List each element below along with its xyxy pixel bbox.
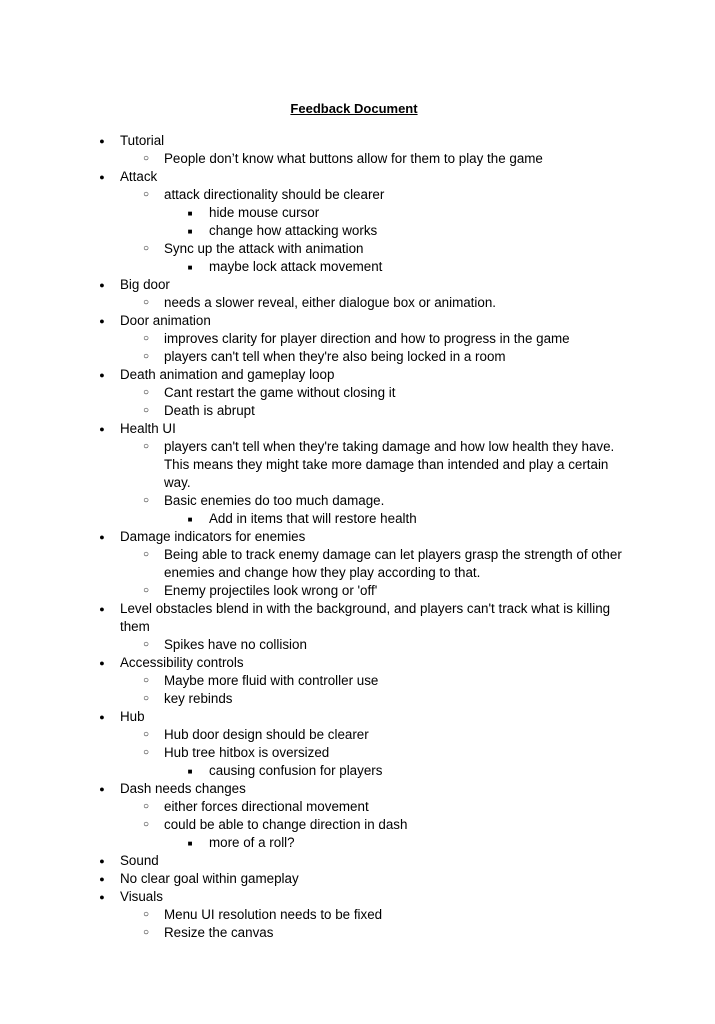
filled-bullet-icon: ● xyxy=(99,604,105,614)
list-item-level-2 xyxy=(0,330,715,348)
list-item-level-1 xyxy=(0,654,715,672)
hollow-bullet-icon: ○ xyxy=(142,351,150,362)
list-item-level-2 xyxy=(0,186,715,204)
filled-bullet-icon: ● xyxy=(99,172,105,182)
list-item-level-2 xyxy=(0,924,715,942)
list-item-text: attack directionality should be clearer xyxy=(164,187,385,202)
list-item-level-2 xyxy=(0,384,715,402)
filled-bullet-icon: ● xyxy=(99,424,105,434)
list-item-text: way. xyxy=(164,475,191,490)
list-item-text: Attack xyxy=(120,169,158,184)
hollow-bullet-icon: ○ xyxy=(142,801,150,812)
filled-bullet-icon: ● xyxy=(99,874,105,884)
list-item-text: Basic enemies do too much damage. xyxy=(164,493,385,508)
list-item-text: Door animation xyxy=(120,313,211,328)
list-item-text: could be able to change direction in dash xyxy=(164,817,408,832)
list-item-text: Sound xyxy=(120,853,159,868)
list-item-continuation xyxy=(0,564,715,582)
filled-bullet-icon: ● xyxy=(99,370,105,380)
list-item-level-1 xyxy=(0,528,715,546)
list-item-text: Add in items that will restore health xyxy=(209,511,417,526)
list-item-level-1 xyxy=(0,780,715,798)
list-item-text: No clear goal within gameplay xyxy=(120,871,299,886)
filled-bullet-icon: ● xyxy=(99,316,105,326)
filled-bullet-icon: ● xyxy=(99,658,105,668)
list-item-continuation xyxy=(0,474,715,492)
list-item-text: Hub xyxy=(120,709,145,724)
list-item-level-2 xyxy=(0,546,715,564)
list-item-level-2 xyxy=(0,294,715,312)
hollow-bullet-icon: ○ xyxy=(142,405,150,416)
list-item-text: Dash needs changes xyxy=(120,781,246,796)
hollow-bullet-icon: ○ xyxy=(142,729,150,740)
list-item-text: Enemy projectiles look wrong or 'off' xyxy=(164,583,378,598)
list-item-text: either forces directional movement xyxy=(164,799,369,814)
list-item-level-3 xyxy=(0,762,715,780)
list-item-level-2 xyxy=(0,690,715,708)
filled-bullet-icon: ● xyxy=(99,136,105,146)
list-item-text: Menu UI resolution needs to be fixed xyxy=(164,907,383,922)
list-item-text: more of a roll? xyxy=(209,835,295,850)
filled-bullet-icon: ● xyxy=(99,892,105,902)
list-item-level-2 xyxy=(0,798,715,816)
list-item-level-1 xyxy=(0,132,715,150)
hollow-bullet-icon: ○ xyxy=(142,297,150,308)
list-item-text: maybe lock attack movement xyxy=(209,259,383,274)
list-item-text: enemies and change how they play according to that. xyxy=(164,565,481,580)
filled-bullet-icon: ● xyxy=(99,856,105,866)
list-item-level-1 xyxy=(0,888,715,906)
hollow-bullet-icon: ○ xyxy=(142,387,150,398)
hollow-bullet-icon: ○ xyxy=(142,153,150,164)
hollow-bullet-icon: ○ xyxy=(142,675,150,686)
list-item-level-1 xyxy=(0,366,715,384)
hollow-bullet-icon: ○ xyxy=(142,495,150,506)
list-item-level-2 xyxy=(0,726,715,744)
list-item-text: change how attacking works xyxy=(209,223,378,238)
list-item-level-3 xyxy=(0,834,715,852)
list-item-text: players can't tell when they're taking damage and how low health they have. xyxy=(164,439,615,454)
list-item-level-2 xyxy=(0,438,715,456)
list-item-text: causing confusion for players xyxy=(209,763,383,778)
list-item-level-1 xyxy=(0,600,715,618)
list-item-level-1 xyxy=(0,852,715,870)
hollow-bullet-icon: ○ xyxy=(142,909,150,920)
list-item-text: Hub door design should be clearer xyxy=(164,727,369,742)
list-item-text: Cant restart the game without closing it xyxy=(164,385,396,400)
list-item-level-2 xyxy=(0,348,715,366)
feedback-list xyxy=(0,132,715,942)
list-item-level-2 xyxy=(0,240,715,258)
hollow-bullet-icon: ○ xyxy=(142,693,150,704)
list-item-text: This means they might take more damage than intended and play a certain xyxy=(164,457,609,472)
list-item-text: players can't tell when they're also being locked in a room xyxy=(164,349,506,364)
hollow-bullet-icon: ○ xyxy=(142,243,150,254)
filled-bullet-icon: ● xyxy=(99,280,105,290)
hollow-bullet-icon: ○ xyxy=(142,189,150,200)
list-item-level-2 xyxy=(0,744,715,762)
list-item-text: Spikes have no collision xyxy=(164,637,307,652)
document-title: Feedback Document xyxy=(290,101,418,116)
filled-bullet-icon: ● xyxy=(99,712,105,722)
square-bullet-icon: ■ xyxy=(187,839,193,848)
list-item-level-1 xyxy=(0,168,715,186)
list-item-level-1 xyxy=(0,870,715,888)
list-item-text: Maybe more fluid with controller use xyxy=(164,673,379,688)
list-item-continuation xyxy=(0,618,715,636)
list-item-text: key rebinds xyxy=(164,691,233,706)
filled-bullet-icon: ● xyxy=(99,784,105,794)
list-item-continuation xyxy=(0,456,715,474)
list-item-level-1 xyxy=(0,312,715,330)
list-item-level-3 xyxy=(0,222,715,240)
list-item-level-2 xyxy=(0,906,715,924)
hollow-bullet-icon: ○ xyxy=(142,549,150,560)
hollow-bullet-icon: ○ xyxy=(142,927,150,938)
list-item-level-3 xyxy=(0,510,715,528)
square-bullet-icon: ■ xyxy=(187,515,193,524)
list-item-text: People don’t know what buttons allow for them to play the game xyxy=(164,151,543,166)
list-item-text: Death animation and gameplay loop xyxy=(120,367,335,382)
list-item-text: hide mouse cursor xyxy=(209,205,320,220)
list-item-text: Tutorial xyxy=(120,133,165,148)
list-item-text: Big door xyxy=(120,277,170,292)
list-item-level-1 xyxy=(0,276,715,294)
list-item-level-3 xyxy=(0,204,715,222)
list-item-level-2 xyxy=(0,492,715,510)
filled-bullet-icon: ● xyxy=(99,532,105,542)
list-item-level-2 xyxy=(0,672,715,690)
list-item-level-2 xyxy=(0,636,715,654)
list-item-text: Death is abrupt xyxy=(164,403,255,418)
list-item-text: Health UI xyxy=(120,421,176,436)
list-item-text: Damage indicators for enemies xyxy=(120,529,306,544)
list-item-text: Hub tree hitbox is oversized xyxy=(164,745,330,760)
square-bullet-icon: ■ xyxy=(187,227,193,236)
list-item-level-2 xyxy=(0,150,715,168)
list-item-text: Level obstacles blend in with the background, and players can't track what is killing xyxy=(120,601,611,616)
hollow-bullet-icon: ○ xyxy=(142,747,150,758)
list-item-level-2 xyxy=(0,582,715,600)
list-item-level-1 xyxy=(0,420,715,438)
list-item-level-3 xyxy=(0,258,715,276)
list-item-text: Accessibility controls xyxy=(120,655,244,670)
list-item-text: Being able to track enemy damage can let players grasp the strength of other xyxy=(164,547,622,562)
hollow-bullet-icon: ○ xyxy=(142,585,150,596)
list-item-text: Sync up the attack with animation xyxy=(164,241,364,256)
list-item-text: them xyxy=(120,619,150,634)
hollow-bullet-icon: ○ xyxy=(142,333,150,344)
list-item-text: Resize the canvas xyxy=(164,925,274,940)
square-bullet-icon: ■ xyxy=(187,209,193,218)
hollow-bullet-icon: ○ xyxy=(142,819,150,830)
hollow-bullet-icon: ○ xyxy=(142,441,150,452)
square-bullet-icon: ■ xyxy=(187,263,193,272)
list-item-level-1 xyxy=(0,708,715,726)
list-item-text: Visuals xyxy=(120,889,163,904)
list-item-text: improves clarity for player direction and how to progress in the game xyxy=(164,331,570,346)
hollow-bullet-icon: ○ xyxy=(142,639,150,650)
square-bullet-icon: ■ xyxy=(187,767,193,776)
list-item-level-2 xyxy=(0,816,715,834)
list-item-text: needs a slower reveal, either dialogue box or animation. xyxy=(164,295,496,310)
list-item-level-2 xyxy=(0,402,715,420)
